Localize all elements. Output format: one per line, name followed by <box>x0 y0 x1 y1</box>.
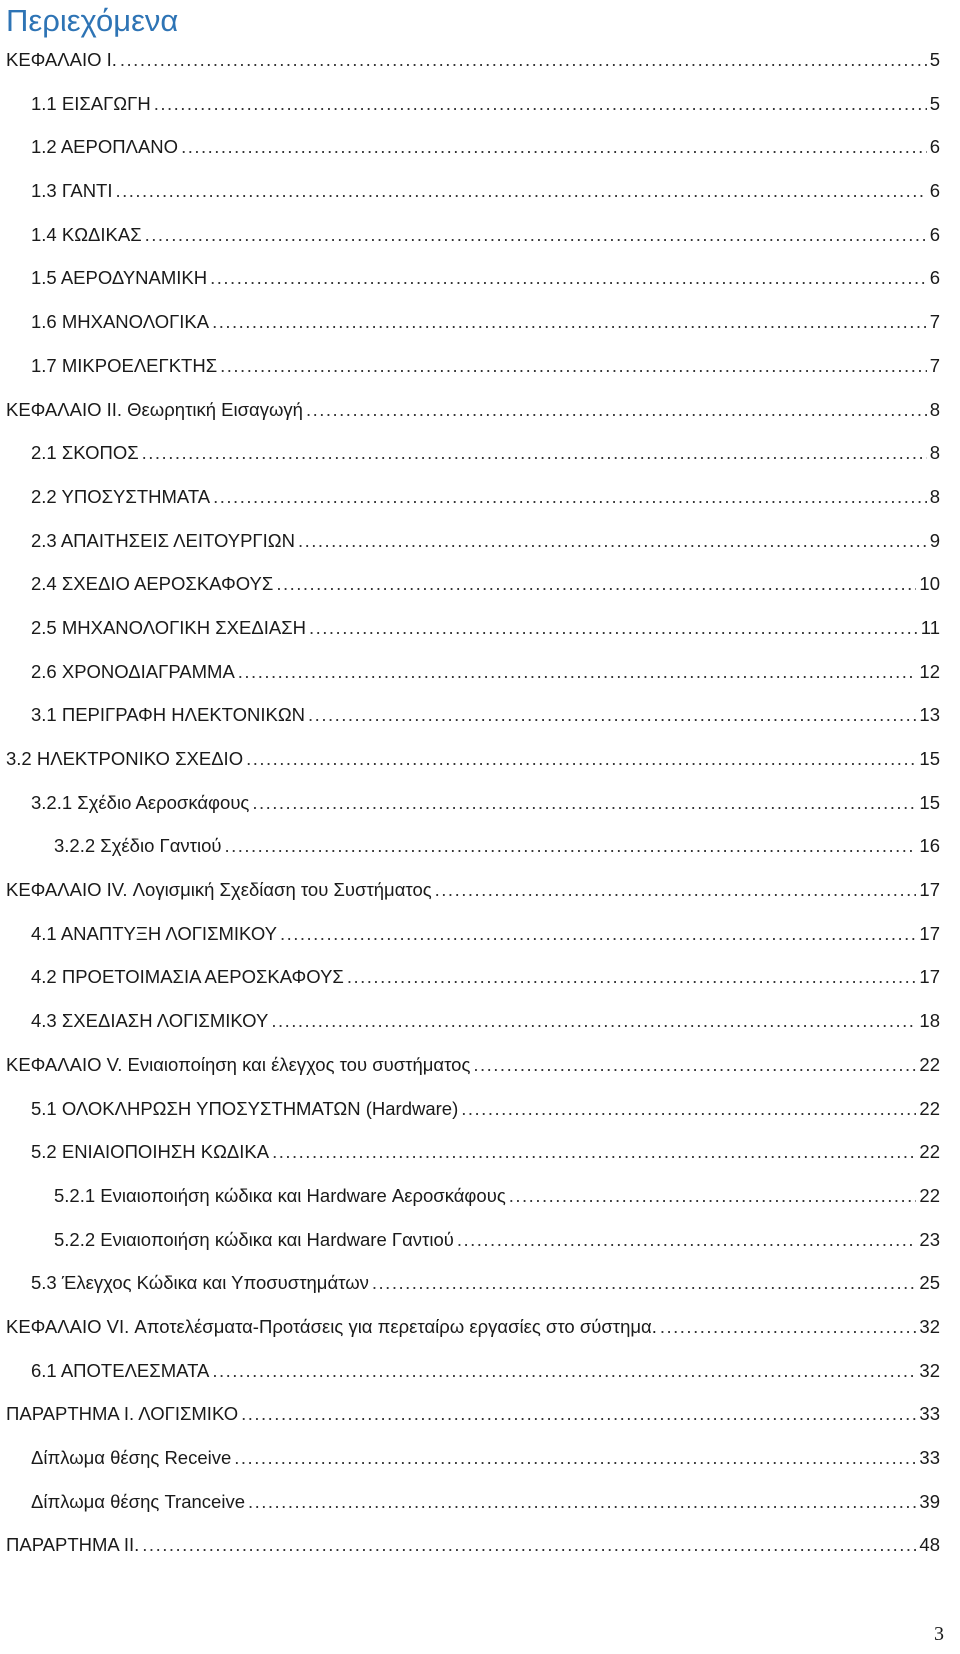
dot-leader <box>461 1087 916 1131</box>
toc-entry-label: 3.2.2 Σχέδιο Γαντιού <box>54 835 222 857</box>
toc-entry[interactable] <box>0 1436 960 1480</box>
toc-entry[interactable] <box>0 431 960 475</box>
toc-heading: Περιεχόμενα <box>6 3 179 38</box>
dot-leader <box>154 82 927 126</box>
toc-entry-page-number: 5 <box>929 49 940 70</box>
toc-entry[interactable] <box>0 955 960 999</box>
toc-entry-page-number: 13 <box>919 704 940 726</box>
toc-entry-label: 5.3 Έλεγχος Κώδικα και Υποσυστημάτων <box>31 1272 369 1294</box>
toc-entry-label: 4.3 ΣΧΕΔΙΑΣΗ ΛΟΓΙΣΜΙΚΟΥ <box>31 1010 269 1032</box>
toc-entry-page-number: 17 <box>919 879 940 901</box>
toc-entry[interactable] <box>0 256 960 300</box>
toc-entry-page-number: 16 <box>919 835 940 857</box>
dot-leader <box>210 256 927 300</box>
toc-entry-label: 4.1 ΑΝΑΠΤΥΞΗ ΛΟΓΙΣΜΙΚΟΥ <box>31 922 277 944</box>
toc-entry-page-number: 7 <box>929 354 940 376</box>
toc-entry-label: 2.3 ΑΠΑΙΤΗΣΕΙΣ ΛΕΙΤΟΥΡΓΙΩΝ <box>31 529 295 551</box>
toc-entry-page-number: 23 <box>919 1228 940 1250</box>
toc-entry-label: 1.2 ΑΕΡΟΠΛΑΝΟ <box>31 136 179 158</box>
toc-entry[interactable] <box>0 1305 960 1349</box>
toc-entry-page-number: 33 <box>919 1403 940 1425</box>
toc-entry[interactable] <box>0 1174 960 1218</box>
dot-leader <box>224 824 916 868</box>
toc-entry[interactable] <box>0 781 960 825</box>
toc-entry-page-number: 8 <box>929 485 940 507</box>
toc-entry-label: 2.5 ΜΗΧΑΝΟΛΟΓΙΚΗ ΣΧΕΔΙΑΣΗ <box>31 616 306 638</box>
toc-entry-label: 5.2.2 Ενιαιοποιήση κώδικα και Hardware Γαντιού <box>54 1228 454 1250</box>
toc-entry[interactable] <box>0 1523 960 1567</box>
dot-leader <box>142 1523 916 1567</box>
toc-entry-label: ΚΕΦΑΛΑΙΟ Ι. <box>6 49 117 70</box>
toc-entry-page-number: 6 <box>929 180 940 202</box>
dot-leader <box>213 475 927 519</box>
toc-entry[interactable] <box>0 693 960 737</box>
dot-leader <box>347 955 917 999</box>
toc-entry[interactable] <box>0 606 960 650</box>
toc-entry[interactable] <box>0 1130 960 1174</box>
toc-entry[interactable] <box>0 999 960 1043</box>
dot-leader <box>271 999 916 1043</box>
toc-entry-label: ΠΑΡΑΡΤΗΜΑ Ι. ΛΟΓΙΣΜΙΚΟ <box>6 1403 239 1425</box>
toc-entry-label: 3.1 ΠΕΡΙΓΡΑΦΗ ΗΛΕΚΤΟΝΙΚΩΝ <box>31 704 306 726</box>
dot-leader <box>241 1392 916 1436</box>
dot-leader <box>306 388 927 432</box>
dot-leader <box>246 737 916 781</box>
toc-entry-page-number: 39 <box>919 1490 940 1512</box>
toc-entry-page-number: 7 <box>929 311 940 333</box>
toc-entry[interactable] <box>0 650 960 694</box>
dot-leader <box>660 1305 917 1349</box>
toc-entry-page-number: 25 <box>919 1272 940 1294</box>
dot-leader <box>457 1218 917 1262</box>
toc-entry[interactable] <box>0 1349 960 1393</box>
toc-entry-label: Δίπλωμα θέσης Receive <box>31 1447 232 1468</box>
dot-leader <box>212 300 927 344</box>
dot-leader <box>372 1261 917 1305</box>
toc-entry-label: 2.1 ΣΚΟΠΟΣ <box>31 442 139 464</box>
toc-entry[interactable] <box>0 1261 960 1305</box>
toc-entry-page-number: 48 <box>919 1534 940 1556</box>
toc-entry[interactable] <box>0 519 960 563</box>
dot-leader <box>272 1130 916 1174</box>
toc-entry[interactable] <box>0 1480 960 1524</box>
toc-entry-page-number: 12 <box>919 660 940 682</box>
toc-entry[interactable] <box>0 213 960 257</box>
toc-list <box>0 38 960 1567</box>
toc-entry-page-number: 17 <box>919 966 940 988</box>
toc-entry-label: 1.5 ΑΕΡΟΔΥΝΑΜΙΚΗ <box>31 267 208 289</box>
toc-entry-label: 1.6 ΜΗΧΑΝΟΛΟΓΙΚΑ <box>31 311 210 333</box>
dot-leader <box>212 1349 916 1393</box>
toc-entry-page-number: 9 <box>929 529 940 551</box>
dot-leader <box>280 912 916 956</box>
toc-entry-page-number: 22 <box>919 1184 940 1206</box>
toc-entry[interactable] <box>0 344 960 388</box>
toc-entry-page-number: 6 <box>929 223 940 245</box>
dot-leader <box>181 125 927 169</box>
dot-leader <box>116 169 927 213</box>
page-number: 3 <box>934 1623 944 1645</box>
dot-leader <box>298 519 927 563</box>
dot-leader <box>248 1480 916 1524</box>
toc-entry-label: ΠΑΡΑΡΤΗΜΑ ΙΙ. <box>6 1534 140 1556</box>
dot-leader <box>145 213 927 257</box>
toc-entry[interactable] <box>0 1218 960 1262</box>
toc-entry-label: 3.2.1 Σχέδιο Αεροσκάφους <box>31 791 250 813</box>
toc-entry-label: 4.2 ΠΡΟΕΤΟΙΜΑΣΙΑ ΑΕΡΟΣΚΑΦΟΥΣ <box>31 966 344 988</box>
toc-entry[interactable] <box>0 125 960 169</box>
toc-entry-label: 2.6 ΧΡΟΝΟΔΙΑΓΡΑΜΜΑ <box>31 660 235 682</box>
toc-entry[interactable] <box>0 912 960 956</box>
dot-leader <box>238 650 917 694</box>
dot-leader <box>435 868 917 912</box>
toc-entry[interactable] <box>0 562 960 606</box>
toc-entry-page-number: 8 <box>929 398 940 420</box>
toc-entry-page-number: 11 <box>920 616 940 638</box>
dot-leader <box>309 606 918 650</box>
toc-entry-page-number: 17 <box>919 922 940 944</box>
toc-entry-page-number: 18 <box>919 1010 940 1032</box>
toc-entry-label: ΚΕΦΑΛΑΙΟ VI. Αποτελέσματα-Προτάσεις για περεταίρω εργασίες στο σύστημα. <box>6 1315 657 1337</box>
toc-entry[interactable] <box>0 824 960 868</box>
toc-entry-page-number: 32 <box>919 1315 940 1337</box>
toc-entry[interactable] <box>0 1087 960 1131</box>
toc-entry[interactable] <box>0 1392 960 1436</box>
toc-entry[interactable] <box>0 868 960 912</box>
dot-leader <box>120 38 927 82</box>
toc-entry-page-number: 6 <box>929 136 940 158</box>
toc-entry-label: 5.2 ΕΝΙΑΙΟΠΟΙΗΣΗ ΚΩΔΙΚΑ <box>31 1141 270 1163</box>
toc-entry-label: Δίπλωμα θέσης Tranceive <box>31 1490 245 1512</box>
toc-entry[interactable] <box>0 1043 960 1087</box>
toc-entry-label: ΚΕΦΑΛΑΙΟ IV. Λογισμική Σχεδίαση του Συστήματος <box>6 879 432 901</box>
toc-entry[interactable] <box>0 388 960 432</box>
toc-entry-label: 2.4 ΣΧΕΔΙΟ ΑΕΡΟΣΚΑΦΟΥΣ <box>31 573 274 595</box>
toc-entry-label: 5.2.1 Ενιαιοποιήση κώδικα και Hardware Αεροσκάφους <box>54 1184 506 1206</box>
dot-leader <box>234 1436 916 1480</box>
dot-leader <box>142 431 927 475</box>
toc-entry-label: ΚΕΦΑΛΑΙΟ ΙΙ. Θεωρητική Εισαγωγή <box>6 398 303 420</box>
toc-entry-page-number: 10 <box>919 573 940 595</box>
toc-entry-page-number: 22 <box>919 1141 940 1163</box>
toc-entry[interactable] <box>0 475 960 519</box>
toc-entry[interactable] <box>0 82 960 126</box>
toc-entry-page-number: 22 <box>919 1097 940 1119</box>
toc-entry-page-number: 15 <box>919 748 940 769</box>
toc-entry-page-number: 33 <box>919 1447 940 1468</box>
toc-entry-label: 5.1 ΟΛΟΚΛΗΡΩΣΗ ΥΠΟΣΥΣΤΗΜΑΤΩΝ (Hardware) <box>31 1097 459 1119</box>
toc-entry[interactable] <box>0 169 960 213</box>
toc-entry-label: 1.1 ΕΙΣΑΓΩΓΗ <box>31 92 151 114</box>
toc-entry-page-number: 6 <box>929 267 940 289</box>
toc-entry[interactable] <box>0 300 960 344</box>
toc-entry-page-number: 32 <box>919 1359 940 1381</box>
toc-entry-page-number: 15 <box>919 791 940 813</box>
toc-entry-page-number: 5 <box>929 92 940 114</box>
dot-leader <box>509 1174 917 1218</box>
dot-leader <box>276 562 916 606</box>
toc-entry-page-number: 8 <box>929 442 940 464</box>
dot-leader <box>473 1043 916 1087</box>
toc-entry-page-number: 22 <box>919 1053 940 1075</box>
toc-entry-label: 2.2 ΥΠΟΣΥΣΤΗΜΑΤΑ <box>31 485 211 507</box>
toc-entry-label: 1.7 ΜΙΚΡΟΕΛΕΓΚΤΗΣ <box>31 354 218 376</box>
toc-entry-label: 6.1 ΑΠΟΤΕΛΕΣΜΑΤΑ <box>31 1359 210 1381</box>
dot-leader <box>308 693 916 737</box>
toc-entry-label: 3.2 ΗΛΕΚΤΡΟΝΙΚΟ ΣΧΕΔΙΟ <box>6 748 244 769</box>
dot-leader <box>252 781 916 825</box>
toc-entry-label: 1.3 ΓΑΝΤΙ <box>31 180 113 202</box>
toc-entry-label: ΚΕΦΑΛΑΙΟ V. Ενιαιοποίηση και έλεγχος του συστήματος <box>6 1053 471 1075</box>
toc-entry[interactable] <box>0 38 960 82</box>
toc-entry[interactable] <box>0 737 960 781</box>
toc-entry-label: 1.4 ΚΩΔΙΚΑΣ <box>31 223 142 245</box>
dot-leader <box>220 344 927 388</box>
